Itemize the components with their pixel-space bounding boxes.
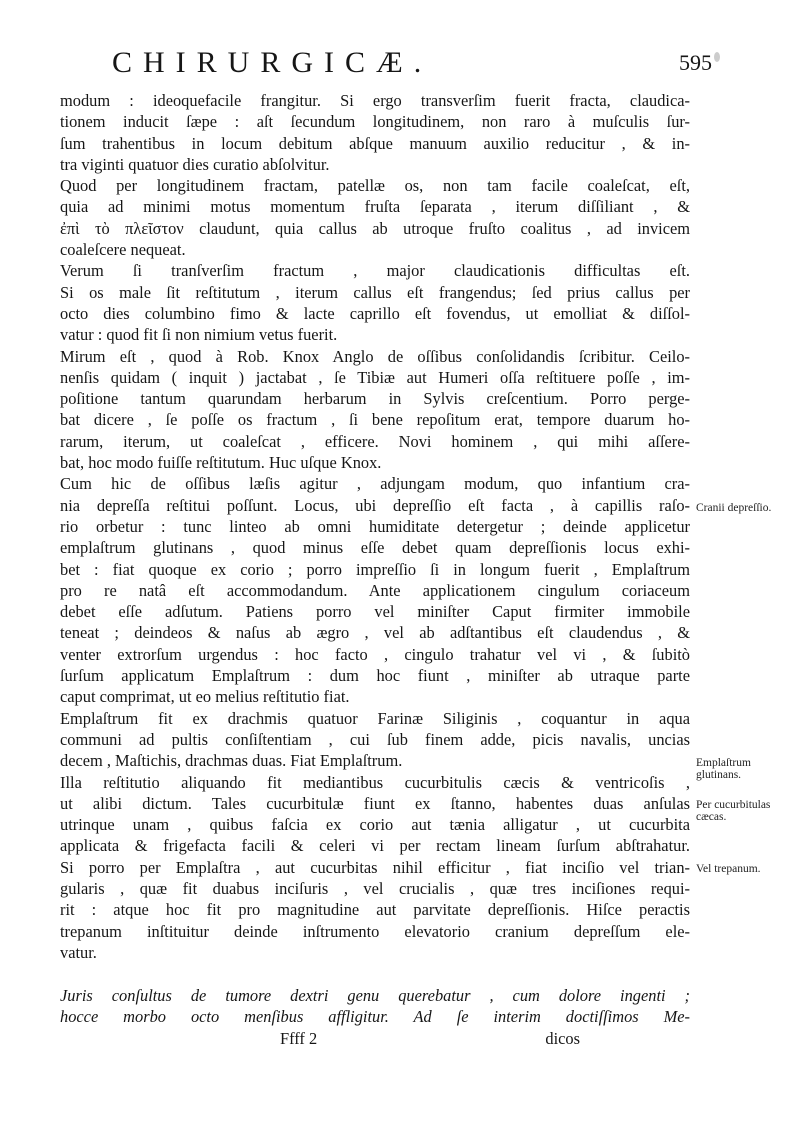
text-line: bat, hoc modo fuiſſe reſtitutum. Huc uſque Knox. [60, 453, 382, 473]
catchword: dicos [545, 1028, 580, 1048]
text-line: gularis , quæ fit duabus inciſuris , vel crucialis , quæ tres inciſiones requi- [60, 878, 690, 898]
text-line: communi ad pultis conſiſtentiam , cui ſub finem adde, picis navalis, uncias [60, 729, 690, 749]
text-line: utrinque unam , quibus faſcia ex corio aut tænia alligatur , ut cucurbita [60, 815, 690, 835]
text-line: Emplaſtrum fit ex drachmis quatuor Farinæ Siliginis , coquantur in aqua [60, 708, 690, 728]
text-line: Verum ſi tranſverſim fractum , major claudicationis difficultas eſt. [60, 261, 690, 281]
signature-line [60, 1028, 690, 1049]
text-line: nenſis quidam ( inquit ) jactabat , ſe Tibiæ aut Humeri oſſa reſtituere poſſe , im- [60, 367, 690, 387]
text-line: nia depreſſa reſtitui poſſunt. Locus, ubi depreſſio eſt facta , à capillis raſo- [60, 495, 690, 515]
text-line: quia ad minimi motus momentum fruſta ſeparata , iterum diſſiliant , & [60, 197, 690, 217]
text-line: vatur. [60, 942, 97, 962]
closing-line: hocce morbo octo menſibus affligitur. Ad ſe interim doctiſſimos Me- [60, 1007, 690, 1027]
signature-mark: Ffff 2 [279, 1028, 318, 1048]
text-line: ſum trahentibus in locum debitum abſque manuum auxilio reducitur , & in- [60, 133, 690, 153]
text-line: Quod per longitudinem fractam, patellæ os, non tam facile coaleſcat, eſt, [60, 176, 690, 196]
text-line: bat dicere , ſe poſſe os fractum , ſi bene repoſitum erat, tempore duarum ho- [60, 410, 690, 430]
text-line: Cum hic de oſſibus læſis agitur , adjungam modum, quo infantium cra- [60, 474, 690, 494]
text-line: applicata & frigefacta facili & celeri vi per rectam lineam ſurſum abſtrahatur. [60, 836, 690, 856]
marginal-note: Cranii depreſſio. [696, 502, 772, 514]
text-line: ſurſum applicatum Emplaſtrum : dum hoc fiunt , miniſter ab utraque parte [60, 666, 690, 686]
text-line: rio orbetur : tunc linteo ab omni humiditate detergetur ; deinde applicetur [60, 516, 690, 536]
text-line: tionem inducit ſæpe : aſt ſecundum longitudinem, non raro à muſculis ſur- [60, 112, 690, 132]
marginal-note: Emplaſtrum glutinans. [696, 757, 751, 781]
text-line: rarum, iterum, ut coaleſcat , efficere. Novi hominem , qui mihi aſſere- [60, 431, 690, 451]
text-line: vatur : quod fit ſi non nimium vetus fuerit. [60, 325, 338, 345]
marginal-note: Vel trepanum. [696, 863, 761, 875]
text-line: octo dies columbino fimo & lacte caprillo eſt fovendus, ut emolliat & diſſol- [60, 303, 690, 323]
text-line: ut alibi dictum. Tales cucurbitulæ fiunt ex ſtanno, habentes duas anſulas [60, 793, 690, 813]
text-line: venter extrorſum urgendus : hoc facto , cingulo trahatur vel vi , & ſubitò [60, 644, 690, 664]
text-line: Illa reſtitutio aliquando fit mediantibus cucurbitulis cæcis & ventricoſis , [60, 772, 690, 792]
text-line: caput comprimat, ut eo melius reſtitutio fiat. [60, 687, 350, 707]
text-line: decem , Maſtichis, drachmas duas. Fiat Emplaſtrum. [60, 751, 403, 771]
text-line: modum : ideoquefacile frangitur. Si ergo transverſim fuerit fracta, claudica- [60, 91, 690, 110]
text-line: bet : fiat quoque ex corio ; porro impreſſio ſi in longum fuerit , Emplaſtrum [60, 559, 690, 579]
text-line: rit : atque hoc fit pro magnitudine aut parvitate depreſſionis. Hiſce peractis [60, 900, 690, 920]
text-line: ἐπὶ τὸ πλεῖστον claudunt, quia callus ab utroque fruſto coalitus , ad invicem [60, 218, 690, 238]
text-line: emplaſtrum glutinans , quod minus eſſe debet quam depreſſionis locus exhi- [60, 538, 690, 558]
text-line: coaleſcere nequeat. [60, 240, 186, 260]
text-line: Si os male ſit reſtitutum , iterum callus eſt frangendus; ſed prius callus per [60, 282, 690, 302]
text-line: Mirum eſt , quod à Rob. Knox Anglo de oſſibus conſolidandis ſcribitur. Ceilo- [60, 346, 690, 366]
text-line: poſitione tantum quarundam herbarum in Sylvis creſcentium. Porro perge- [60, 389, 690, 409]
ink-speck [714, 52, 720, 62]
text-line: teneat ; deindeos & naſus ab ægro , vel ab adſtantibus eſt claudendus , & [60, 623, 690, 643]
text-line: tra viginti quatuor dies curatio abſolvitur. [60, 154, 330, 174]
marginal-note: Per cucurbitulas cæcas. [696, 799, 771, 823]
running-head [112, 46, 712, 80]
closing-line: Juris conſultus de tumore dextri genu querebatur , cum dolore ingenti ; [60, 986, 690, 1006]
text-line: debet eſſe adſutum. Patiens porro vel miniſter Caput firmiter immobile [60, 602, 690, 622]
running-title: CHIRURGICÆ. [112, 46, 433, 79]
text-line: trepanum inſtituitur deinde inſtrumento elevatorio cranium depreſſum ele- [60, 921, 690, 941]
text-line: Si porro per Emplaſtra , aut cucurbitas nihil efficitur , fiat inciſio vel trian- [60, 857, 690, 877]
text-line: pro re natâ eſt accommodandum. Ante applicationem cingulum coriaceum [60, 580, 690, 600]
body-text [60, 90, 690, 1049]
page-number: 595 [679, 50, 712, 75]
